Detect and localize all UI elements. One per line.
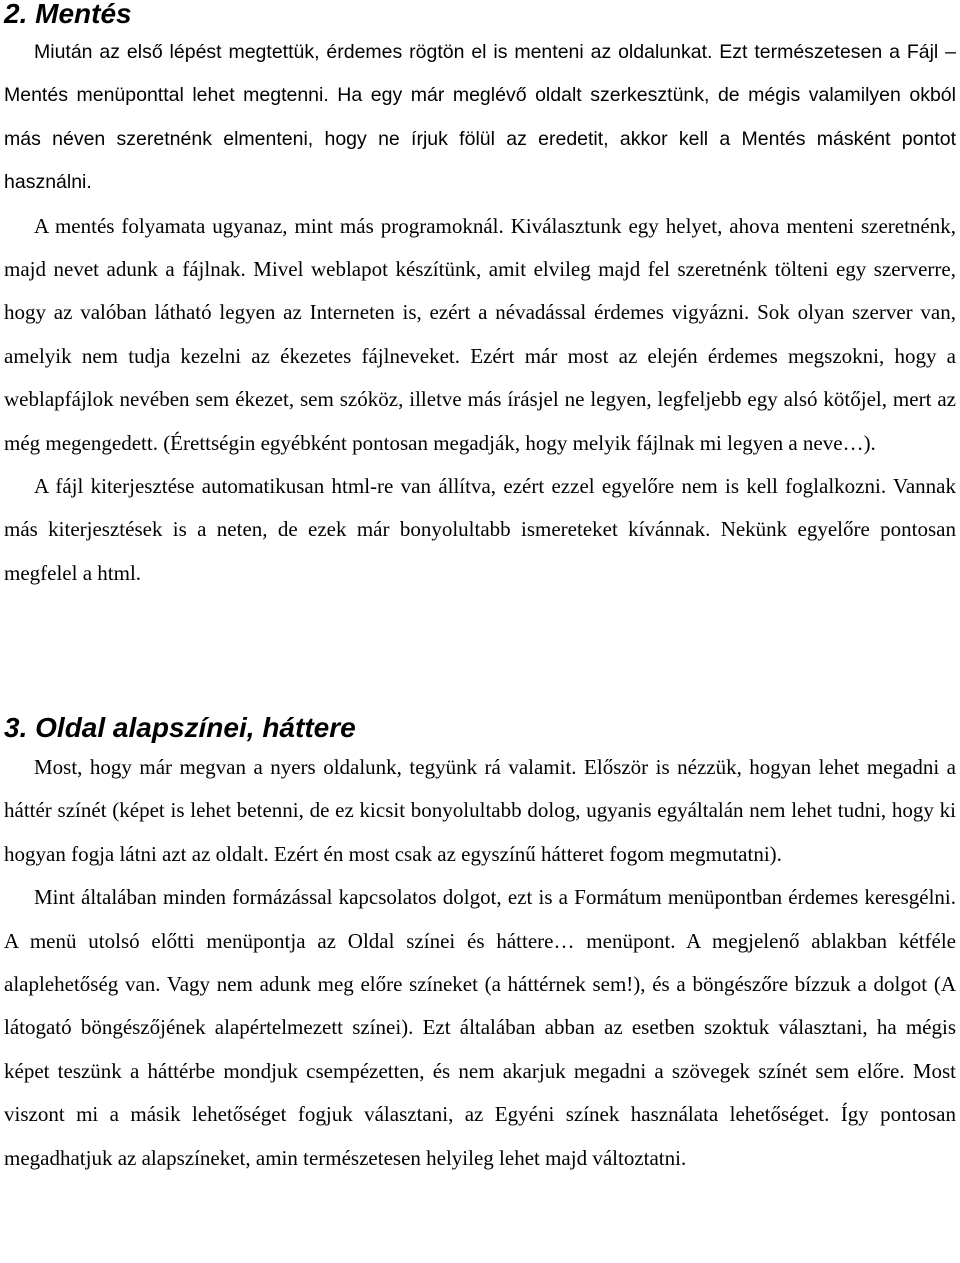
paragraph: Most, hogy már megvan a nyers oldalunk, tegyünk rá valamit. Először is nézzük, hogyan lehet megadni a háttér színét (képet is lehet betenni, de ez kicsit bonyolultabb dolog, ugyanis egyáltalán nem lehet tudni, hogy ki hogyan fogja látni azt az oldalt. Ezért én most csak az egyszínű hátteret fogom megmutatni).: [4, 755, 956, 866]
paragraph: Miután az első lépést megtettük, érdemes rögtön el is menteni az oldalunkat. Ezt természetesen a Fájl – Mentés menüponttal lehet megtenni. Ha egy már meglévő oldalt szerkesztünk, de mégis valamilyen okból más néven szeretnénk elmenteni, hogy ne írjuk fölül az eredetit, akkor kell a Mentés másként pontot használni.: [4, 41, 956, 194]
paragraph: Mint általában minden formázással kapcsolatos dolgot, ezt is a Formátum menüpontban érdemes keresgélni. A menü utolsó előtti menüpontja az Oldal színei és háttere… menüpont. A megjelenő ablakban kétféle alaplehetőség van. Vagy nem adunk meg előre színeket (a háttérnek sem!), és a böngészőre bízzuk a dolgot (A látogató böngészőjének alapértelmezett színei). Ezt általában abban az esetben szoktuk választani, ha mégis képet teszünk a háttérbe mondjuk csempézetten, és nem akarjuk megadni a szövegek színét sem előre. Most viszont mi a másik lehetőséget fogjuk választani, az Egyéni színek használata lehetőséget. Így pontosan megadhatjuk az alapszíneket, amin természetesen helyileg lehet majd változtatni.: [4, 885, 956, 1170]
paragraph: A mentés folyamata ugyanaz, mint más programoknál. Kiválasztunk egy helyet, ahova menteni szeretnénk, majd nevet adunk a fájlnak. Mivel weblapot készítünk, amit elvileg majd fel szeretnénk tölteni egy szerverre, hogy az valóban látható legyen az Interneten is, ezért a névadással érdemes vigyázni. Sok olyan szerver van, amelyik nem tudja kezelni az ékezetes fájlneveket. Ezért már most az elején érdemes megszokni, hogy a weblapfájlok nevében sem ékezet, sem szóköz, illetve más írásjel ne legyen, legfeljebb egy alsó kötőjel, mert az még megengedett. (Érettségin egyébként pontosan megadják, hogy melyik fájlnak mi legyen a neve…).: [4, 213, 956, 455]
section-body-mentes: [4, 31, 956, 595]
section-heading-oldal-alapszinei: 3. Oldal alapszínei, háttere: [4, 712, 356, 743]
section-heading-mentes: 2. Mentés: [4, 0, 132, 29]
section-body-oldal-alapszinei: [4, 746, 956, 1180]
paragraph: A fájl kiterjesztése automatikusan html-re van állítva, ezért ezzel egyelőre nem is kell foglalkozni. Vannak más kiterjesztések is a neten, de ezek már bonyolultabb ismereteket kívánnak. Nekünk egyelőre pontosan megfelel a html.: [4, 474, 956, 585]
